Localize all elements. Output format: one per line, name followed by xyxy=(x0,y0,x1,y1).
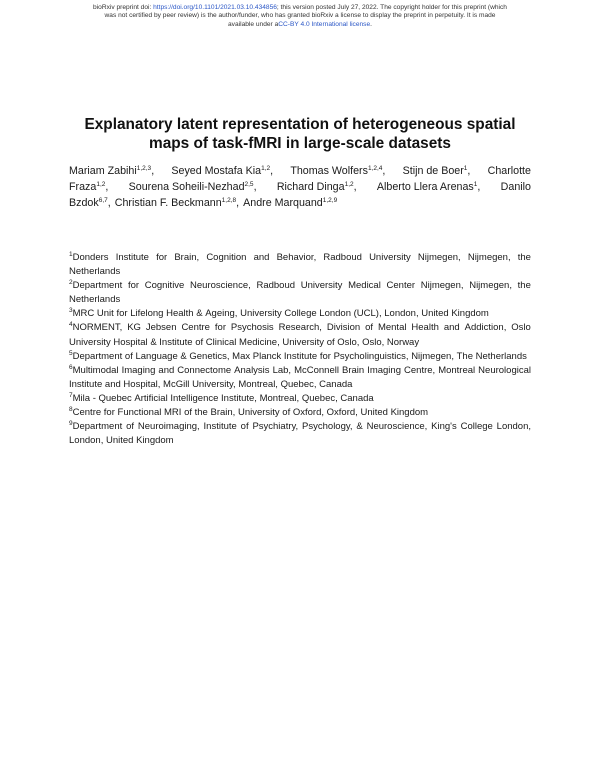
affiliation-item xyxy=(69,420,531,448)
doi-link[interactable]: https://doi.org/10.1101/2021.03.10.434856 xyxy=(153,4,277,11)
affiliation-line xyxy=(69,265,531,279)
affiliation-word: King's xyxy=(431,421,457,433)
affiliation-word: Cognitive xyxy=(144,280,185,292)
affiliation-word: of xyxy=(126,421,135,433)
affiliation-word: Radboud xyxy=(323,252,362,263)
affiliation-word: College xyxy=(284,308,320,320)
affiliation-word: Radboud xyxy=(256,280,296,292)
affiliation-word: and xyxy=(104,378,124,390)
affiliation-word: $^3$MRC xyxy=(69,307,97,320)
affiliation-word: Lab, xyxy=(272,364,292,376)
affiliation-word: Psychosis xyxy=(230,322,274,334)
affiliation-word: $^6$Multimodal xyxy=(69,363,119,376)
affiliation-word: for xyxy=(116,308,131,320)
affiliation-word: London, xyxy=(496,421,531,433)
affiliation-word: Medical xyxy=(348,280,381,292)
affiliation-word: Imaging xyxy=(121,364,156,376)
author-line xyxy=(69,163,531,179)
affiliation-word: Ageing, xyxy=(205,308,241,320)
affiliation-line xyxy=(69,434,531,448)
affiliation-word: for xyxy=(214,322,226,334)
affiliation-word: $^4$NORMENT, xyxy=(69,321,123,334)
affiliation-word: University xyxy=(237,407,283,419)
affiliation-word: Artificial xyxy=(134,392,171,404)
affiliation-word: Genetics, xyxy=(189,350,233,362)
affiliation-word: Institute xyxy=(283,350,320,362)
affiliation-word: for xyxy=(319,350,334,362)
affiliation-word: Oxford, xyxy=(292,407,327,419)
affiliation-word: Neuroscience, xyxy=(366,421,428,433)
affiliation-word: Hospital xyxy=(113,336,151,348)
affiliation-line xyxy=(69,336,531,350)
affiliation-word: and xyxy=(253,252,270,263)
affiliation-word: Health xyxy=(411,322,439,334)
affiliation-word: Psycholinguistics, xyxy=(333,350,412,362)
affiliation-word: University xyxy=(369,252,411,263)
affiliation-word: Netherlands xyxy=(69,294,121,306)
affiliation-number: 2 xyxy=(69,279,73,287)
affiliation-word: of xyxy=(240,421,249,433)
author-name: Sourena Soheili-Nezhad$^{2,5}$, xyxy=(128,181,257,194)
affiliation-number: 4 xyxy=(69,321,73,329)
paper-title xyxy=(60,115,540,153)
affiliation-word: Oslo, xyxy=(362,336,387,348)
affiliation-word: Neuroimaging, xyxy=(137,421,200,433)
affiliation-word: Neurological xyxy=(478,364,531,376)
affiliation-word: Brain, xyxy=(174,252,200,263)
affiliation-number: 6 xyxy=(69,363,73,371)
affiliation-item xyxy=(69,251,531,279)
affiliation-word: Connectome xyxy=(177,364,232,376)
affiliation-word: Institute, xyxy=(221,392,260,404)
affiliation-number: 8 xyxy=(69,406,73,414)
affiliation-word: Nijmegen, xyxy=(417,252,461,263)
affiliation-line xyxy=(69,350,531,364)
author-name: Fraza$^{1,2}$, xyxy=(69,181,109,194)
affiliation-word: University xyxy=(69,336,114,348)
affiliation-word: Canada xyxy=(340,392,374,404)
affiliation-item xyxy=(69,307,531,321)
affiliation-word: United xyxy=(360,407,391,419)
affiliation-line xyxy=(69,378,531,392)
author-line xyxy=(69,179,531,195)
affiliation-word: and xyxy=(158,364,175,376)
notice-line-3: available under aCC-BY 4.0 International license. xyxy=(228,20,372,28)
affiliation-word: University xyxy=(240,308,285,320)
author-name: Danilo xyxy=(500,181,531,194)
affiliation-word: Nijmegen, xyxy=(469,280,512,292)
affiliation-line xyxy=(69,279,531,293)
affiliation-word: Montreal, xyxy=(259,392,302,404)
affiliation-word: for xyxy=(103,407,118,419)
affiliation-word: Nijmegen, xyxy=(467,252,511,263)
affiliation-word: $^9$Department xyxy=(69,420,123,433)
author-affiliation-marker: 6,7 xyxy=(98,197,108,205)
author-name: Alberto Llera Arenas$^1$, xyxy=(376,181,481,194)
affiliation-word: and xyxy=(443,322,460,334)
affiliation-word: Centre, xyxy=(404,364,436,376)
author-name: Charlotte xyxy=(487,165,531,177)
affiliation-word: Medicine, xyxy=(239,336,283,348)
affiliation-word: of xyxy=(326,336,338,348)
affiliation-word: McConnell xyxy=(294,364,339,376)
affiliation-word: Center xyxy=(386,280,416,292)
affiliation-word: University xyxy=(282,336,327,348)
notice-line-1: bioRxiv preprint doi: https://doi.org/10.1101/2021.03.10.434856; this version posted July 27, 2022. The copyright holder for this preprint (which xyxy=(93,4,507,11)
affiliation-word: $^1$Donders xyxy=(69,251,109,263)
affiliation-word: Neuroscience, xyxy=(190,280,251,292)
author-affiliation-marker: 1 xyxy=(463,165,468,172)
affiliation-word: of xyxy=(365,322,374,334)
title-line-1: Explanatory latent representation of heterogeneous spatial xyxy=(84,116,516,133)
affiliation-word: $^5$Department xyxy=(69,349,125,362)
affiliation-line xyxy=(69,251,531,265)
affiliation-word: $^8$Centre xyxy=(69,406,104,419)
author-affiliation-marker: 2,5 xyxy=(244,181,254,189)
affiliation-word: Nijmegen, xyxy=(420,280,464,292)
affiliation-item xyxy=(69,364,531,392)
affiliation-word: Psychiatry, xyxy=(252,421,299,433)
affiliation-number: 3 xyxy=(69,307,73,315)
affiliation-word: for xyxy=(156,252,168,263)
affiliation-word: Intelligence xyxy=(170,392,222,404)
affiliation-word: the xyxy=(194,407,211,419)
affiliation-line xyxy=(69,406,531,420)
affiliation-word: Norway xyxy=(386,336,420,348)
affiliation-word: Psychology, xyxy=(302,421,353,433)
affiliation-word: Behavior, xyxy=(276,252,317,263)
affiliation-word: MRI xyxy=(164,407,185,419)
affiliation-word: of xyxy=(282,407,293,419)
affiliation-word: of xyxy=(195,336,206,348)
affiliation-line xyxy=(69,364,531,378)
affiliation-word: of xyxy=(124,350,136,362)
affiliation-word: Kingdom xyxy=(136,435,174,447)
affiliation-word: United xyxy=(421,308,452,320)
affiliation-word: Clinical xyxy=(205,336,240,348)
affiliation-item xyxy=(69,279,531,307)
affiliation-word: University, xyxy=(192,378,239,390)
affiliation-line xyxy=(69,392,531,406)
affiliation-word: Language xyxy=(135,350,181,362)
affiliation-item xyxy=(69,406,531,420)
author-name: Bzdok$^{6,7}$, xyxy=(69,197,111,210)
affiliation-word: Cognition xyxy=(206,252,247,263)
affiliation-word: Imaging xyxy=(367,364,401,376)
affiliation-line xyxy=(69,321,531,335)
affiliation-word: Quebec, xyxy=(301,392,341,404)
affiliation-word: Oslo xyxy=(511,322,531,334)
affiliation-word: London, xyxy=(69,435,106,447)
affiliation-word: Lifelong xyxy=(130,308,167,320)
affiliation-number: 5 xyxy=(69,349,73,357)
affiliation-word: Health xyxy=(166,308,197,320)
affiliation-word: the xyxy=(517,252,531,263)
author-name: Stijn de Boer$^1$, xyxy=(402,165,471,177)
affiliation-number: 1 xyxy=(69,251,73,258)
affiliation-word: Brain xyxy=(341,364,365,376)
affiliation-word: Jebsen xyxy=(145,322,177,334)
affiliation-word: United xyxy=(105,435,137,447)
affiliation-word: Nijmegen, xyxy=(411,350,457,362)
affiliation-word: London, xyxy=(384,308,422,320)
affiliation-word: Netherlands xyxy=(69,266,121,278)
affiliation-word: Quebec xyxy=(98,392,135,404)
affiliation-word: Planck xyxy=(252,350,284,362)
affiliation-item xyxy=(69,392,531,406)
title-line-2: maps of task-fMRI in large-scale datasets xyxy=(149,135,451,152)
affiliation-word: Oslo, xyxy=(337,336,363,348)
author-affiliation-marker: 1 xyxy=(473,181,478,189)
affiliation-item xyxy=(69,321,531,349)
author-affiliation-marker: 1,2,9 xyxy=(322,197,338,205)
affiliation-line xyxy=(69,420,531,434)
affiliation-word: - xyxy=(92,392,99,404)
affiliation-word: Centre xyxy=(181,322,210,334)
license-link[interactable]: CC-BY 4.0 International license xyxy=(278,20,371,28)
affiliation-word: of xyxy=(184,407,195,419)
affiliation-number: 7 xyxy=(69,391,73,399)
affiliation-item xyxy=(69,350,531,364)
affiliation-word: $^2$Department xyxy=(69,279,123,292)
affiliation-word: Unit xyxy=(96,308,117,320)
affiliation-word: London xyxy=(319,308,354,320)
affiliation-word: Institute xyxy=(69,378,105,390)
preprint-notice xyxy=(40,4,560,29)
affiliation-word: Functional xyxy=(117,407,164,419)
affiliation-list xyxy=(69,251,531,448)
notice-line-2: was not certified by peer review) is the author/funder, who has granted bioRxiv a license to display the preprint in perpetuity. It is made xyxy=(104,12,496,20)
affiliation-word: & xyxy=(180,350,190,362)
affiliation-word: The xyxy=(456,350,476,362)
author-affiliation-marker: 1,2 xyxy=(344,181,354,189)
affiliation-word: for xyxy=(127,280,140,292)
author-name: Seyed Mostafa Kia$^{1,2}$, xyxy=(171,165,274,177)
author-name: Thomas Wolfers$^{1,2,4}$, xyxy=(290,165,386,177)
affiliation-word: Division xyxy=(326,322,361,334)
affiliation-word: University xyxy=(300,280,343,292)
affiliation-word: Addiction, xyxy=(464,322,507,334)
affiliation-word: Quebec, xyxy=(280,378,320,390)
affiliation-word: Montreal, xyxy=(238,378,281,390)
affiliation-word: Netherlands xyxy=(475,350,527,362)
affiliation-line xyxy=(69,307,531,321)
author-affiliation-marker: 1,2,3 xyxy=(136,165,152,172)
affiliation-word: $^7$Mila xyxy=(69,391,93,404)
affiliation-word: Kingdom xyxy=(451,308,489,320)
affiliation-word: Brain, xyxy=(210,407,238,419)
affiliation-word: & xyxy=(356,421,363,433)
affiliation-word: McGill xyxy=(163,378,193,390)
author-affiliation-marker: 1,2 xyxy=(261,165,271,172)
affiliation-word: Montreal xyxy=(438,364,476,376)
affiliation-word: Canada xyxy=(319,378,353,390)
affiliation-word: & xyxy=(196,308,206,320)
affiliation-word: College xyxy=(460,421,493,433)
affiliation-word: & xyxy=(150,336,160,348)
affiliation-word: Institute xyxy=(159,336,196,348)
affiliation-line xyxy=(69,293,531,307)
author-affiliation-marker: 1,2,4 xyxy=(367,165,383,172)
affiliation-word: Oxford, xyxy=(326,407,361,419)
affiliation-word: Mental xyxy=(377,322,407,334)
author-name: Richard Dinga$^{1,2}$, xyxy=(276,181,357,194)
author-name: Mariam Zabihi$^{1,2,3}$, xyxy=(69,165,155,177)
affiliation-word: Max xyxy=(232,350,253,362)
affiliation-word: Research, xyxy=(278,322,322,334)
affiliation-word: Institute xyxy=(115,252,149,263)
affiliation-word: KG xyxy=(127,322,141,334)
author-name: Andre Marquand$^{1,2,9}$ xyxy=(243,197,338,210)
affiliation-word: the xyxy=(517,280,531,292)
affiliation-word: Kingdom xyxy=(390,407,429,419)
affiliation-word: Institute xyxy=(203,421,237,433)
author-affiliation-marker: 1,2,8 xyxy=(221,197,237,205)
affiliation-word: Hospital, xyxy=(123,378,164,390)
affiliation-word: Analysis xyxy=(234,364,270,376)
affiliation-word: (UCL), xyxy=(353,308,385,320)
author-name: Christian F. Beckmann$^{1,2,8}$, xyxy=(114,197,240,210)
author-line xyxy=(69,195,531,211)
author-affiliation-marker: 1,2 xyxy=(96,181,106,189)
affiliation-number: 9 xyxy=(69,420,73,428)
author-list xyxy=(69,163,531,211)
